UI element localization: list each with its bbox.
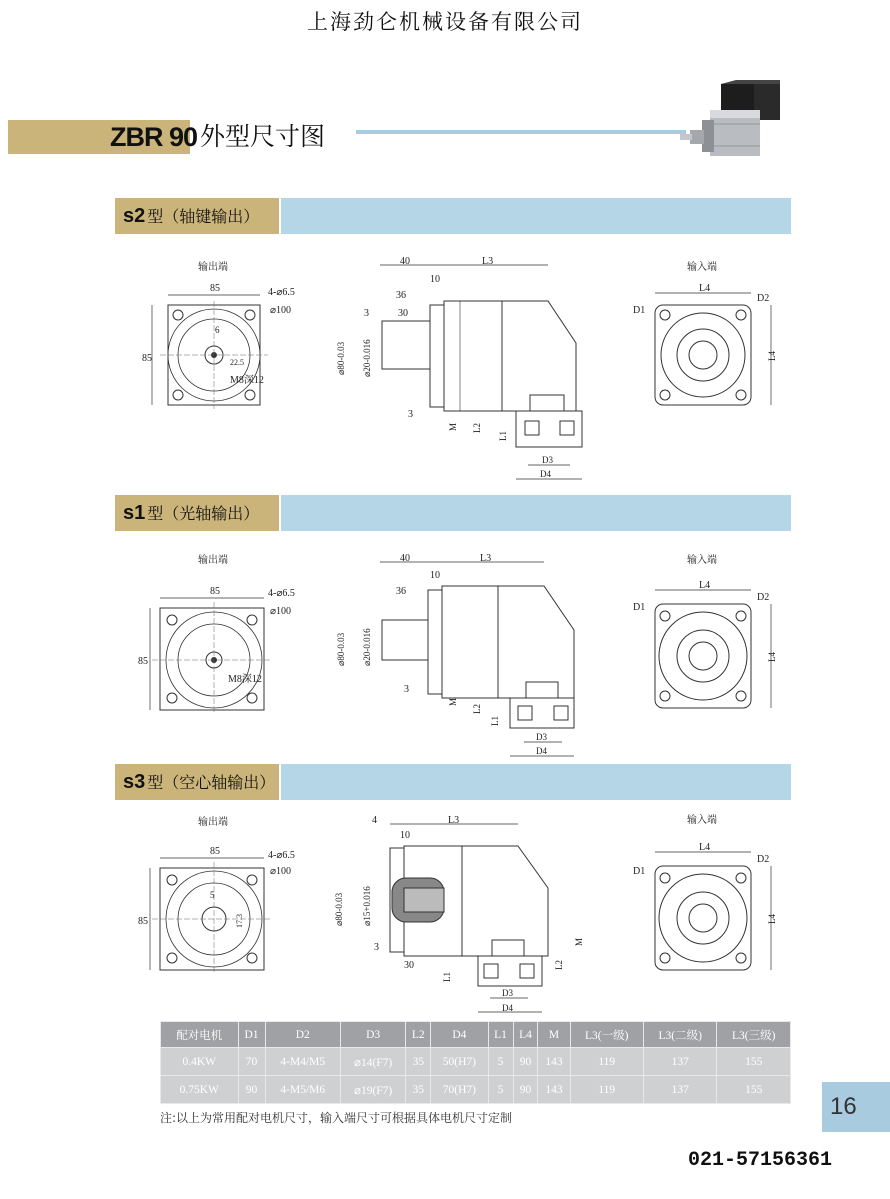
output-end-label: 输出端 <box>198 555 228 566</box>
col-header: D1 <box>238 1022 265 1048</box>
dim-l4-v: L4 <box>767 351 777 361</box>
dim-pcd: ⌀100 <box>270 866 292 877</box>
table-cell: 5 <box>488 1048 513 1076</box>
dim-d1: D1 <box>633 866 646 877</box>
table-cell: ⌀19(F7) <box>341 1076 406 1104</box>
dim-10: 10 <box>430 274 440 285</box>
input-end-label: 输入端 <box>687 555 717 566</box>
table-cell: 137 <box>643 1048 716 1076</box>
col-header: 配对电机 <box>161 1022 239 1048</box>
dim-tap: M8深12 <box>228 674 262 685</box>
company-name: 上海劲仑机械设备有限公司 <box>307 10 583 34</box>
section-code: s3 <box>123 771 146 793</box>
col-header: M <box>538 1022 570 1048</box>
section-bar-s1 <box>281 495 791 531</box>
dim-3: 3 <box>374 942 379 953</box>
phone-number: 021-57156361 <box>688 1149 833 1172</box>
dim-17-3: 17.3 <box>235 914 244 928</box>
dim-l4-v: L4 <box>767 914 777 924</box>
output-end-label: 输出端 <box>198 817 228 828</box>
section-label: 型（空心轴输出） <box>147 773 276 792</box>
table-cell: 155 <box>717 1076 791 1104</box>
gearbox-photo <box>676 80 788 172</box>
footnote: 注:以上为常用配对电机尺寸，输入端尺寸可根据具体电机尺寸定制 <box>160 1111 513 1125</box>
dim-l2: L2 <box>472 704 482 714</box>
dim-3b: 3 <box>408 409 413 420</box>
dim-d4: D4 <box>502 1003 513 1013</box>
table-cell: 137 <box>643 1076 716 1104</box>
col-header: L4 <box>513 1022 538 1048</box>
table-cell: 155 <box>717 1048 791 1076</box>
dim-10: 10 <box>430 570 440 581</box>
dim-85: 85 <box>210 846 220 857</box>
s3-output-end-view <box>130 812 295 977</box>
table-cell: 35 <box>406 1048 431 1076</box>
dim-d3: D3 <box>542 455 553 465</box>
table-cell: 143 <box>538 1076 570 1104</box>
col-header: L1 <box>488 1022 513 1048</box>
section-label: 型（光轴输出） <box>147 504 260 523</box>
section-label: 型（轴键输出） <box>147 207 260 226</box>
col-header: D4 <box>431 1022 488 1048</box>
dim-d2: D2 <box>757 592 770 603</box>
table-cell: 90 <box>513 1048 538 1076</box>
table-cell: 90 <box>513 1076 538 1104</box>
dim-hole: 4-⌀6.5 <box>268 287 295 298</box>
input-end-label: 输入端 <box>687 262 717 273</box>
col-header: L3(二级) <box>643 1022 716 1048</box>
dim-d4: D4 <box>540 469 551 479</box>
dim-pilot: ⌀80-0.03 <box>336 341 346 375</box>
dim-85: 85 <box>210 586 220 597</box>
dim-d3: D3 <box>502 988 513 998</box>
dim-hole: 4-⌀6.5 <box>268 588 295 599</box>
dim-l2: L2 <box>554 960 564 970</box>
dim-3: 3 <box>364 308 369 319</box>
table-cell: 90 <box>238 1076 265 1104</box>
dim-d4: D4 <box>536 746 547 756</box>
table-row <box>161 1048 791 1076</box>
dim-85-v: 85 <box>142 353 152 364</box>
dim-hole: 4-⌀6.5 <box>268 850 295 861</box>
model-name: ZBR 90 <box>110 122 198 152</box>
table-cell: 70 <box>238 1048 265 1076</box>
dim-6: 6 <box>215 325 220 335</box>
table-cell: 119 <box>570 1076 643 1104</box>
dim-l3: L3 <box>480 553 492 564</box>
dim-l4: L4 <box>699 580 711 591</box>
s3-input-end-view <box>625 812 785 977</box>
dim-bore: ⌀15+0.016 <box>362 886 372 926</box>
table-cell: 4-M5/M6 <box>265 1076 341 1104</box>
table-row <box>161 1076 791 1104</box>
section-tag-s1 <box>115 495 279 531</box>
dim-85-v: 85 <box>138 916 148 927</box>
dim-shaft: ⌀20-0.016 <box>362 339 372 377</box>
dim-pilot: ⌀80-0.03 <box>336 632 346 666</box>
page-title: 外型尺寸图 <box>200 122 326 151</box>
s2-output-end-view <box>130 255 295 420</box>
col-header: D3 <box>341 1022 406 1048</box>
dim-85-v: 85 <box>138 656 148 667</box>
col-header: L3(一级) <box>570 1022 643 1048</box>
section-bar-s3 <box>281 764 791 800</box>
page-number: 16 <box>822 1082 890 1132</box>
s2-side-view <box>330 255 600 485</box>
dim-40: 40 <box>400 553 410 564</box>
dim-l1: L1 <box>442 972 452 982</box>
dim-5: 5 <box>210 890 215 900</box>
table-cell: 35 <box>406 1076 431 1104</box>
section-bar-s2 <box>281 198 791 234</box>
dim-3: 3 <box>404 684 409 695</box>
spec-table <box>160 1021 791 1104</box>
s2-input-end-view <box>625 255 785 420</box>
dim-30: 30 <box>404 960 414 971</box>
table-header-row <box>161 1022 791 1048</box>
col-header: L2 <box>406 1022 431 1048</box>
dim-pcd: ⌀100 <box>270 305 292 316</box>
dim-l3: L3 <box>482 256 494 267</box>
table-cell: 4-M4/M5 <box>265 1048 341 1076</box>
dim-85: 85 <box>210 283 220 294</box>
table-cell: 0.75KW <box>161 1076 239 1104</box>
dim-l1: L1 <box>498 431 508 441</box>
section-tag-s3 <box>115 764 279 800</box>
input-end-label: 输入端 <box>687 815 717 826</box>
section-code: s2 <box>123 205 146 227</box>
dim-d1: D1 <box>633 305 646 316</box>
table-cell: 0.4KW <box>161 1048 239 1076</box>
table-cell: 119 <box>570 1048 643 1076</box>
s1-input-end-view <box>625 550 785 715</box>
dim-m: M <box>448 422 458 431</box>
dim-l1: L1 <box>490 716 500 726</box>
col-header: L3(三级) <box>717 1022 791 1048</box>
table-cell: ⌀14(F7) <box>341 1048 406 1076</box>
dim-pilot: ⌀80-0.03 <box>334 892 344 926</box>
dim-l4-v: L4 <box>767 652 777 662</box>
dim-d1: D1 <box>633 602 646 613</box>
table-cell: 143 <box>538 1048 570 1076</box>
dim-pcd: ⌀100 <box>270 606 292 617</box>
dim-tap: M8深12 <box>230 375 264 386</box>
dim-10: 10 <box>400 830 410 841</box>
section-code: s1 <box>123 502 146 524</box>
dim-40: 40 <box>400 256 410 267</box>
col-header: D2 <box>265 1022 341 1048</box>
dim-22-5: 22.5 <box>230 358 244 367</box>
dim-m: M <box>448 697 458 706</box>
dim-4: 4 <box>372 815 377 826</box>
table-cell: 50(H7) <box>431 1048 488 1076</box>
dim-l2: L2 <box>472 423 482 433</box>
dim-d3: D3 <box>536 732 547 742</box>
section-tag-s2 <box>115 198 279 234</box>
output-end-label: 输出端 <box>198 262 228 273</box>
dim-30: 30 <box>398 308 408 319</box>
dim-l4: L4 <box>699 283 711 294</box>
dim-d2: D2 <box>757 293 770 304</box>
dim-36: 36 <box>396 586 406 597</box>
s1-output-end-view <box>130 550 295 715</box>
s3-side-view <box>330 812 600 1017</box>
dim-d2: D2 <box>757 854 770 865</box>
title-rule <box>356 130 686 134</box>
dim-shaft: ⌀20-0.016 <box>362 628 372 666</box>
dim-36: 36 <box>396 290 406 301</box>
s1-side-view <box>330 550 600 765</box>
dim-m: M <box>574 937 584 946</box>
table-cell: 5 <box>488 1076 513 1104</box>
dim-l4: L4 <box>699 842 711 853</box>
dim-l3: L3 <box>448 815 460 826</box>
table-cell: 70(H7) <box>431 1076 488 1104</box>
